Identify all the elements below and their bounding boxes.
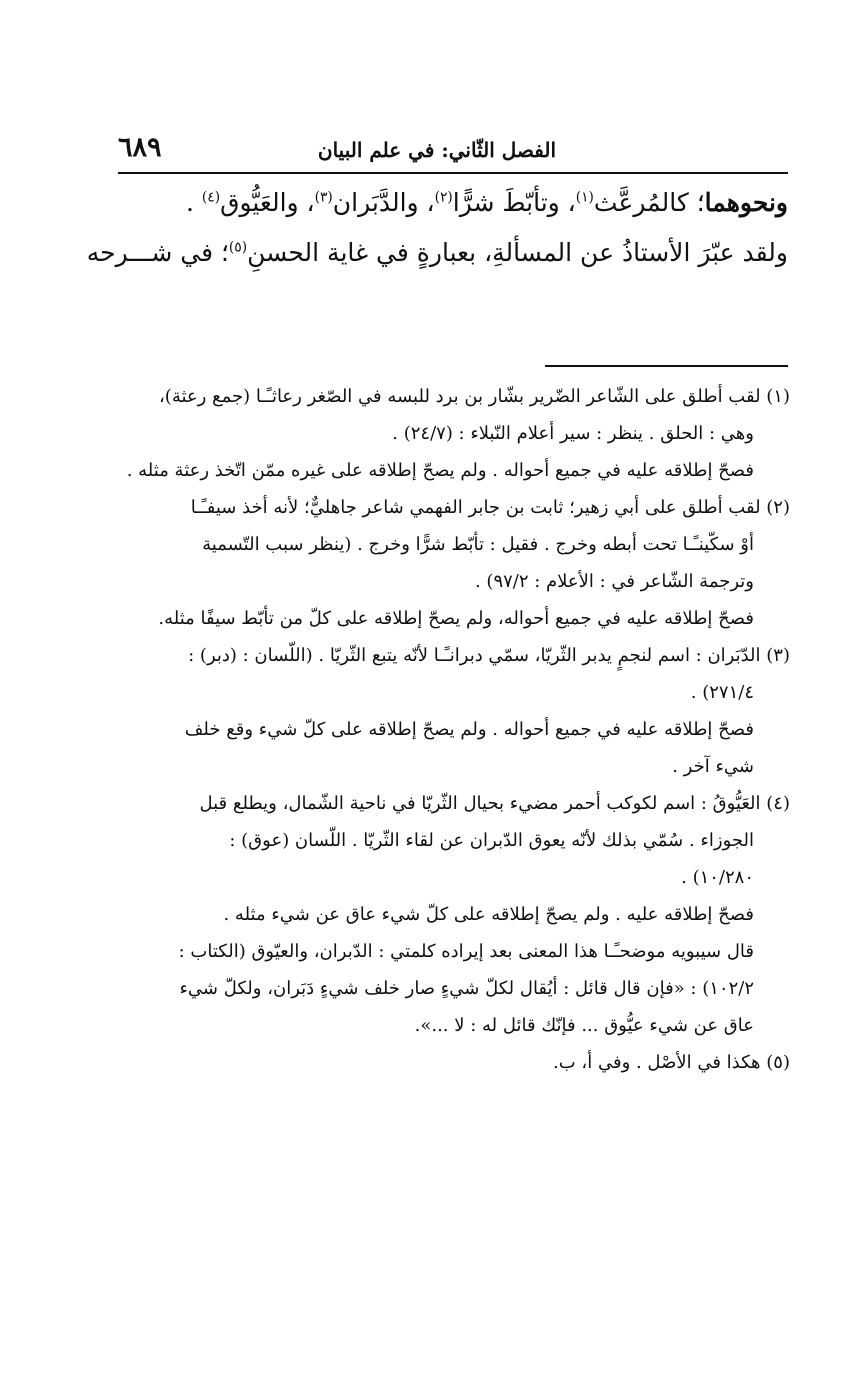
footnote-ref-4[interactable]: (٤) xyxy=(201,189,221,206)
footnote-line: الجوزاء . سُمّي بذلك لأنّه يعوق الدّبران عن لقاء الثّريّا . اللّسان (عوق) : xyxy=(229,830,754,851)
main-text xyxy=(86,178,788,278)
lead-word: ونحوهما xyxy=(704,188,788,217)
footnote-line: عاق عن شيء عيُّوق ... فإنّك قائل له : لا ...». xyxy=(414,1015,754,1036)
footnote-line: فصحّ إطلاقه عليه . ولم يصحّ إطلاقه على كلّ شيء عاق عن شيء مثله . xyxy=(223,904,754,925)
footnotes xyxy=(118,378,790,1081)
footnote-line: (٤) العَيُّوقُ : اسم لكوكب أحمر مضيء بحيال الثّريّا في ناحية الشّمال، ويطلع قبل xyxy=(199,793,790,814)
footnote-ref-1[interactable]: (١) xyxy=(575,189,594,206)
footnote-ref-2[interactable]: (٢) xyxy=(434,189,453,206)
footnote-line: فصحّ إطلاقه عليه في جميع أحواله . ولم يصحّ إطلاقه على كلّ شيء وقع خلف xyxy=(184,719,754,740)
footnote-line: شيء آخر . xyxy=(672,756,754,777)
footnote-ref-3[interactable]: (٣) xyxy=(314,189,333,206)
footnote-line: قال سيبويه موضحـًـا هذا المعنى بعد إيراده كلمتي : الدّبران، والعيّوق (الكتاب : xyxy=(178,941,754,962)
footnote-line: وهي : الحلق . ينظر : سير أعلام النّبلاء : (٢٤/٧) . xyxy=(392,423,754,444)
footnote-line: (٢) لقب أطلق على أبي زهير؛ ثابت بن جابر الفهمي شاعر جاهليٌّ؛ لأنه أخذ سيفـًـا xyxy=(190,497,790,518)
page-number: ٦٨٩ xyxy=(118,132,162,163)
chapter-title: الفصل الثّاني: في علم البيان xyxy=(317,138,556,162)
footnote-line: (٣) الدّبَران : اسم لنجمٍ يدبر الثّريّا، سمّي دبرانـًـا لأنّه يتبع الثّريّا . (اللّسان : (دبر) : xyxy=(188,645,790,666)
footnote-line: فصحّ إطلاقه عليه في جميع أحواله، ولم يصحّ إطلاقه على كلّ من تأبّط سيفًا مثله. xyxy=(158,608,754,629)
header-divider xyxy=(118,172,788,174)
footnote-line: (١) لقب أطلق على الشّاعر الضّرير بشّار بن برد للبسه في الصّغر رعاثـًـا (جمع رعثة)، xyxy=(158,386,790,407)
footnote-ref-5[interactable]: (٥) xyxy=(228,239,248,256)
main-text-line-2: ولقد عبّرَ الأستاذُ عن المسألةِ، بعبارةٍ في غاية الحسنِ$^{(٥)}$؛ في شـــرحه xyxy=(86,238,788,267)
footnote-divider xyxy=(545,365,788,367)
footnote-line: فصحّ إطلاقه عليه في جميع أحواله . ولم يصحّ إطلاقه على غيره ممّن اتّخذ رعثة مثله . xyxy=(126,460,754,481)
main-text-line-1: ونحوهما؛ كالمُرعَّث$^{(١)}$، وتأبّطَ شرًّا$^{(٢)}$، والدَّبَران$^{(٣)}$، والعَيُّوق$^{(٤)}$ . xyxy=(186,188,788,217)
footnote-line: ٢٧١/٤) . xyxy=(690,682,754,703)
footnote-line: وترجمة الشّاعر في : الأعلام : ٩٧/٢) . xyxy=(474,571,754,592)
footnote-line: ١٠/٢٨٠) . xyxy=(681,867,754,888)
footnote-line: ١٠٢/٢) : «فإن قال قائل : أيُقال لكلّ شيءٍ صار خلف شيءٍ دَبَران، ولكلّ شيء xyxy=(179,978,754,999)
running-header xyxy=(118,128,786,172)
footnote-line: (٥) هكذا في الأصْل . وفي أ، ب. xyxy=(553,1052,790,1073)
footnote-line: أوْ سكّينـًـا تحت أبطه وخرج . فقيل : تأبّط شرًّا وخرج . (ينظر سبب التّسمية xyxy=(202,534,754,555)
